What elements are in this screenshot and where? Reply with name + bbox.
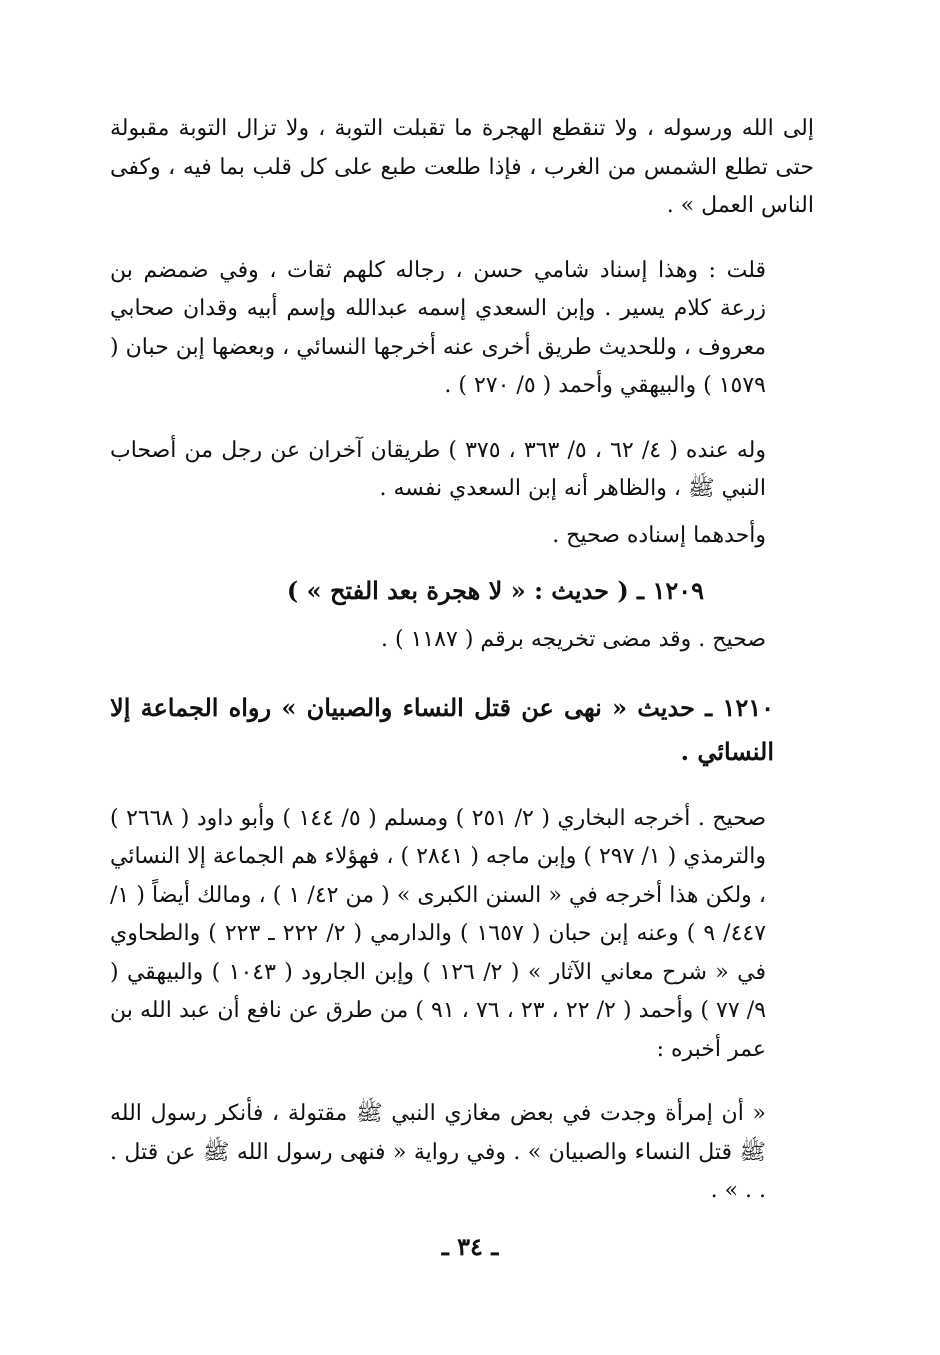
- paragraph-3: وله عنده ( ٤/ ٦٢ ، ٥/ ٣٦٣ ، ٣٧٥ ) طريقان آخران عن رجل من أصحاب النبي ﷺ ، والظاهر أنه إبن السعدي نفسه .: [110, 437, 767, 501]
- paragraph-4: وأحدهما إسناده صحيح .: [552, 522, 766, 548]
- hadith-heading-1210: ١٢١٠ ـ حديث « نهى عن قتل النساء والصبيان » رواه الجماعة إلا النسائي .: [110, 692, 774, 766]
- hadith-heading-1209: ١٢٠٩ ـ ( حديث : « لا هجرة بعد الفتح » ): [286, 576, 704, 605]
- paragraph-6: صحيح . أخرجه البخاري ( ٢/ ٢٥١ ) ومسلم ( ٥/ ١٤٤ ) وأبو داود ( ٢٦٦٨ ) والترمذي ( ١/ ٢٩٧ ) وإبن ماجه ( ٢٨٤١ ) ، فهؤلاء هم الجماعة إلا النسائي ، ولكن هذا أخرجه في « السنن الكبرى » ( من ٤٢/ ١ ) ، ومالك أيضاً ( ١/ ٤٤٧/ ٩ ) وعنه إبن حبان ( ١٦٥٧ ) والدارمي ( ٢/ ٢٢٢ ـ ٢٢٣ ) والطحاوي في « شرح معاني الآثار » ( ٢/ ١٢٦ ) وإبن الجارود ( ١٠٤٣ ) والبيهقي ( ٩/ ٧٧ ) وأحمد ( ٢/ ٢٢ ، ٢٣ ، ٧٦ ، ٩١ ) من طرق عن نافع أن عبد الله بن عمر أخبره :: [110, 805, 767, 1062]
- paragraph-2: قلت : وهذا إسناد شامي حسن ، رجاله كلهم ثقات ، وفي ضمضم بن زرعة كلام يسير . وإبن السعدي إسمه عبدالله وإسم أبيه وقدان صحابي معروف ، وللحديث طريق أخرى عنه أخرجها النسائي ، وبعضها إبن حبان ( ١٥٧٩ ) والبيهقي وأحمد ( ٥/ ٢٧٠ ) .: [110, 257, 766, 398]
- paragraph-7: « أن إمرأة وجدت في بعض مغازي النبي ﷺ مقتولة ، فأنكر رسول الله ﷺ قتل النساء والصبيان » . وفي رواية « فنهى رسول الله ﷺ عن قتل . . . » .: [110, 1101, 766, 1203]
- paragraph-5: صحيح . وقد مضى تخريجه برقم ( ١١٨٧ ) .: [381, 627, 766, 652]
- paragraph-1: إلى الله ورسوله ، ولا تنقطع الهجرة ما تقبلت التوبة ، ولا تزال التوبة مقبولة حتى تطلع الشمس من الغرب ، فإذا طلعت طبع على كل قلب بما فيه ، وكفى الناس العمل » .: [110, 116, 814, 218]
- page-body: [110, 110, 814, 1230]
- page-number: ـ ٣٤ ـ: [441, 1232, 499, 1261]
